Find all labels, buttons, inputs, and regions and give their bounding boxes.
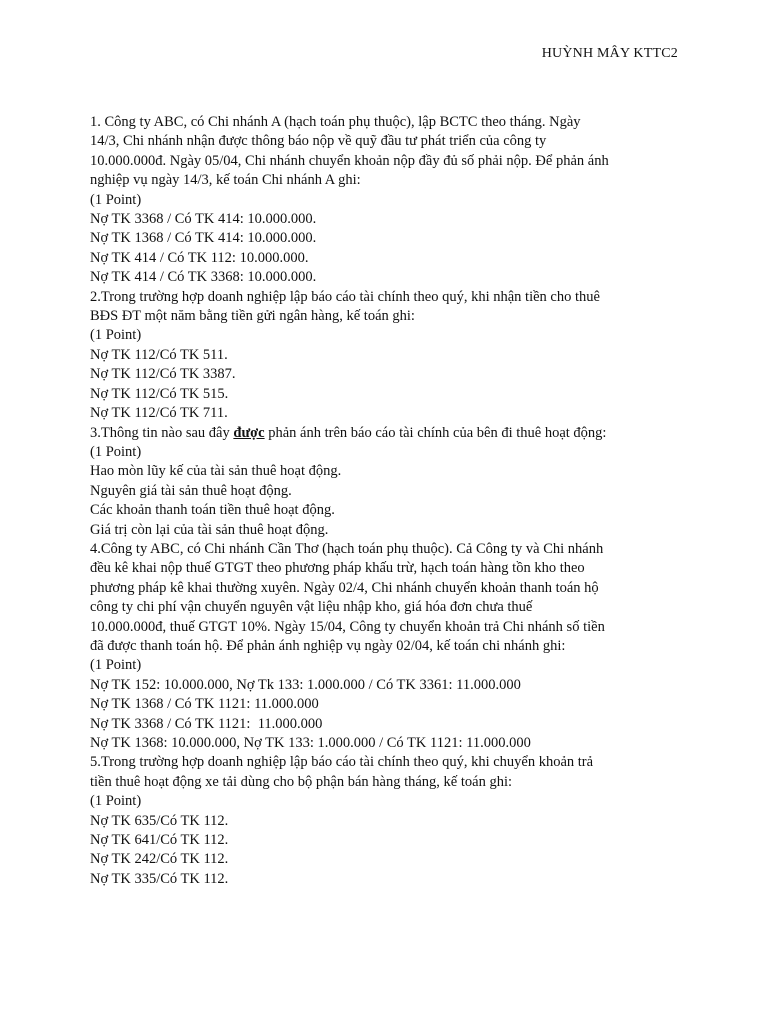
answer-option: Giá trị còn lại của tài sản thuê hoạt động. [90, 521, 329, 538]
answer-option: Nợ TK 112/Có TK 511. [90, 346, 228, 363]
question-points: (1 Point) [90, 793, 142, 810]
answer-option: Nợ TK 112/Có TK 711. [90, 405, 228, 422]
answer-option: Nợ TK 635/Có TK 112. [90, 812, 229, 829]
question-2 [90, 288, 680, 424]
question-1 [90, 113, 680, 288]
answer-option: Nợ TK 335/Có TK 112. [90, 870, 229, 887]
question-text-line: 2.Trong trường hợp doanh nghiệp lập báo cáo tài chính theo quý, khi nhận tiền cho thuê [90, 288, 600, 305]
question-text-line: 4.Công ty ABC, có Chi nhánh Cần Thơ (hạch toán phụ thuộc). Cả Công ty và Chi nhánh [90, 540, 604, 557]
answer-option: Nợ TK 112/Có TK 3387. [90, 366, 236, 383]
question-4 [90, 540, 680, 753]
question-text-line: nghiệp vụ ngày 14/3, kế toán Chi nhánh A ghi: [90, 172, 361, 189]
question-5 [90, 753, 680, 889]
answer-option: Nợ TK 641/Có TK 112. [90, 832, 229, 849]
answer-option: Nợ TK 1368 / Có TK 414: 10.000.000. [90, 230, 317, 247]
question-3 [90, 424, 680, 540]
answer-option: Nợ TK 152: 10.000.000, Nợ Tk 133: 1.000.000 / Có TK 3361: 11.000.000 [90, 676, 521, 693]
question-points: (1 Point) [90, 327, 142, 344]
emphasized-word: được [233, 424, 265, 441]
author-header: HUỲNH MÂY KTTC2 [541, 46, 678, 61]
answer-option: Nguyên giá tài sản thuê hoạt động. [90, 482, 292, 499]
question-text-line: đều kê khai nộp thuế GTGT theo phương pháp khấu trừ, hạch toán hàng tồn kho theo [90, 560, 585, 577]
question-text-line: phương pháp kê khai thường xuyên. Ngày 02/4, Chi nhánh chuyển khoản thanh toán hộ [90, 579, 599, 596]
question-text-before: 3.Thông tin nào sau đây [90, 424, 234, 441]
answer-option: Nợ TK 3368 / Có TK 414: 10.000.000. [90, 211, 317, 228]
answer-option: Nợ TK 414 / Có TK 3368: 10.000.000. [90, 269, 317, 286]
question-text-line: 1. Công ty ABC, có Chi nhánh A (hạch toán phụ thuộc), lập BCTC theo tháng. Ngày [90, 114, 581, 130]
question-text-line: BĐS ĐT một năm bằng tiền gửi ngân hàng, kế toán ghi: [90, 308, 415, 325]
document-body [90, 113, 680, 889]
question-text-line [90, 424, 680, 443]
question-text-line: 10.000.000đ, thuế GTGT 10%. Ngày 15/04, Công ty chuyển khoản trả Chi nhánh số tiền [90, 618, 605, 635]
question-text-line: đã được thanh toán hộ. Để phản ánh nghiệp vụ ngày 02/04, kế toán chi nhánh ghi: [90, 637, 566, 654]
question-points: (1 Point) [90, 657, 142, 674]
question-text-line: 5.Trong trường hợp doanh nghiệp lập báo cáo tài chính theo quý, khi chuyển khoản trả [90, 754, 594, 771]
answer-option: Nợ TK 242/Có TK 112. [90, 851, 229, 868]
answer-option: Các khoản thanh toán tiền thuê hoạt động. [90, 502, 335, 519]
question-text-after: phản ánh trên báo cáo tài chính của bên đi thuê hoạt động: [264, 424, 607, 441]
question-text-line: tiền thuê hoạt động xe tải dùng cho bộ phận bán hàng tháng, kế toán ghi: [90, 773, 513, 790]
answer-option: Nợ TK 1368 / Có TK 1121: 11.000.000 [90, 696, 319, 713]
question-text-line: 10.000.000đ. Ngày 05/04, Chi nhánh chuyển khoản nộp đầy đủ số phải nộp. Để phản ánh [90, 152, 609, 169]
question-text-line: 14/3, Chi nhánh nhận được thông báo nộp về quỹ đầu tư phát triển của công ty [90, 133, 547, 150]
answer-option: Nợ TK 112/Có TK 515. [90, 385, 229, 402]
answer-option: Nợ TK 3368 / Có TK 1121: 11.000.000 [90, 715, 323, 732]
answer-option: Nợ TK 414 / Có TK 112: 10.000.000. [90, 249, 309, 266]
answer-option: Nợ TK 1368: 10.000.000, Nợ TK 133: 1.000.000 / Có TK 1121: 11.000.000 [90, 735, 531, 751]
question-points: (1 Point) [90, 443, 142, 460]
answer-option: Hao mòn lũy kế của tài sản thuê hoạt động. [90, 463, 342, 480]
question-text-line: công ty chi phí vận chuyển nguyên vật liệu nhập kho, giá hóa đơn chưa thuế [90, 599, 533, 616]
question-points: (1 Point) [90, 191, 142, 208]
